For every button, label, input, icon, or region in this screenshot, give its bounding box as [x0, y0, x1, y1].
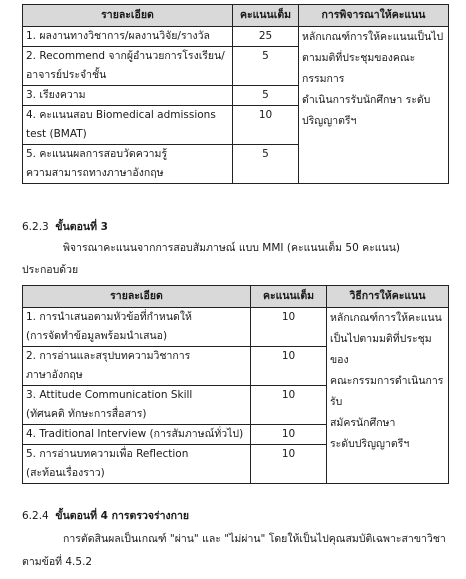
header-full-score: คะแนนเต็ม [233, 5, 299, 27]
header-scoring-criteria: การพิจารณาให้คะแนน [299, 5, 449, 27]
row-detail: 2. การอ่านและสรุปบทความวิชาการ ภาษาอังกฤษ [23, 347, 251, 386]
step3-title: ขั้นตอนที่ 3 [55, 221, 108, 233]
row-score: 10 [251, 347, 327, 386]
header-full-score: คะแนนเต็ม [251, 286, 327, 308]
table-header-row [23, 286, 449, 308]
step4-description: การตัดสินผลเป็นเกณฑ์ "ผ่าน" และ "ไม่ผ่าน" โดยให้เป็นไปคุณสมบัติเฉพาะสาขาวิชา [63, 533, 446, 545]
table-row [23, 308, 449, 347]
row-detail: 1. ผลงานทางวิชาการ/ผลงานวิจัย/รางวัล [23, 27, 233, 47]
assessment-table-1 [22, 4, 449, 184]
header-detail: รายละเอียด [23, 286, 251, 308]
assessment-table-2 [22, 285, 449, 484]
row-detail: 4. Traditional Interview (การสัมภาษณ์ทั่วไป) [23, 425, 251, 445]
row-score: 10 [251, 386, 327, 425]
row-score: 5 [233, 47, 299, 86]
row-detail: 3. Attitude Communication Skill (ทัศนคติ ทักษะการสื่อสาร) [23, 386, 251, 425]
row-score: 5 [233, 145, 299, 184]
step4-title: ขั้นตอนที่ 4 การตรวจร่างกาย [55, 510, 190, 522]
row-score: 25 [233, 27, 299, 47]
row-detail: 5. การอ่านบทความเพื่อ Reflection (สะท้อนเรื่องราว) [23, 445, 251, 484]
table-row [23, 27, 449, 47]
row-detail: 4. คะแนนสอบ Biomedical admissions test (BMAT) [23, 106, 233, 145]
header-detail: รายละเอียด [23, 5, 233, 27]
row-score: 5 [233, 86, 299, 106]
step3-heading [22, 219, 108, 235]
row-score: 10 [251, 425, 327, 445]
step3-description: พิจารณาคะแนนจากการสอบสัมภาษณ์ แบบ MMI (คะแนนเต็ม 50 คะแนน) [63, 242, 400, 254]
row-detail: 5. คะแนนผลการสอบวัดความรู้ ความสามารถทางภาษาอังกฤษ [23, 145, 233, 184]
step3-number: 6.2.3 [22, 221, 49, 233]
criteria-cell: หลักเกณฑ์การให้คะแนน เป็นไปตามมติที่ประชุมของ คณะกรรมการดำเนินการรับ สมัครนักศึกษา ระดับปริญญาตรีฯ [327, 308, 449, 484]
row-detail: 1. การนำเสนอตามหัวข้อที่กำหนดให้ (การจัดทำข้อมูลพร้อมนำเสนอ) [23, 308, 251, 347]
row-detail: 2. Recommend จากผู้อำนวยการโรงเรียน/ อาจารย์ประจำชั้น [23, 47, 233, 86]
header-scoring-method: วิธีการให้คะแนน [327, 286, 449, 308]
step4-number: 6.2.4 [22, 510, 49, 522]
criteria-cell: หลักเกณฑ์การให้คะแนนเป็นไป ตามมติที่ประชุมของคณะกรรมการ ดำเนินการรับนักศึกษา ระดับ ปริญญาตรีฯ [299, 27, 449, 184]
row-score: 10 [251, 308, 327, 347]
row-score: 10 [233, 106, 299, 145]
table-header-row [23, 5, 449, 27]
step4-description-cont: ตามข้อที่ 4.5.2 [22, 556, 93, 568]
row-detail: 3. เรียงความ [23, 86, 233, 106]
row-score: 10 [251, 445, 327, 484]
step4-heading [22, 508, 189, 524]
step3-description-cont: ประกอบด้วย [22, 264, 79, 276]
